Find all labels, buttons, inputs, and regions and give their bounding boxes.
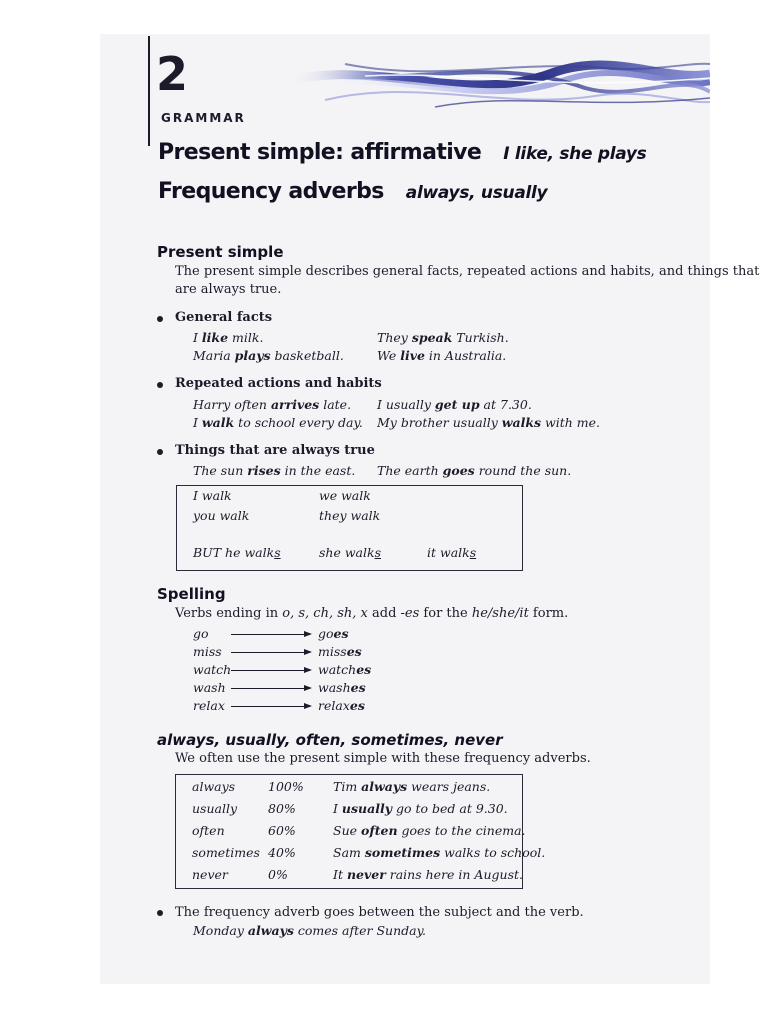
page-title-frequency-adverbs: Frequency adverbs always, usually: [158, 179, 548, 204]
frequency-heading: always, usually, often, sometimes, never: [157, 731, 503, 749]
spelling-heading: Spelling: [157, 585, 226, 603]
arrow-icon: [231, 688, 310, 689]
frequency-example: Sue often goes to the cinema.: [333, 823, 526, 838]
conjugation-he: BUT he walks: [193, 545, 281, 560]
frequency-percent: 80%: [268, 801, 296, 816]
present-simple-heading: Present simple: [157, 243, 284, 261]
spelling-base-verb: watch: [193, 662, 232, 677]
spelling-base-verb: relax: [193, 698, 225, 713]
frequency-percent: 0%: [268, 867, 288, 882]
frequency-example: It never rains here in August.: [333, 867, 523, 882]
example-sentence: The earth goes round the sun.: [377, 463, 572, 478]
spelling-rule: Verbs ending in o, s, ch, sh, x add -es for the he/she/it form.: [175, 606, 569, 621]
spelling-result-verb: relaxes: [318, 698, 365, 713]
conjugation-you: you walk: [193, 508, 250, 523]
unit-number: 2: [156, 47, 189, 101]
example-sentence: We live in Australia.: [377, 348, 507, 363]
frequency-adverb: sometimes: [192, 845, 260, 860]
section-label: GRAMMAR: [161, 111, 246, 125]
arrow-icon: [231, 706, 310, 707]
spelling-base-verb: go: [193, 626, 209, 641]
frequency-percent: 100%: [268, 779, 304, 794]
frequency-adverb: never: [192, 867, 228, 882]
spelling-result-verb: goes: [318, 626, 349, 641]
frequency-adverb: usually: [192, 801, 238, 816]
present-simple-intro-line1: The present simple describes general facts, repeated actions and habits, and things that: [175, 264, 760, 279]
frequency-example: Sam sometimes walks to school.: [333, 845, 546, 860]
frequency-adverb: always: [192, 779, 236, 794]
frequency-example: Tim always wears jeans.: [333, 779, 491, 794]
example-sentence: The sun rises in the east.: [193, 463, 356, 478]
example-sentence: Harry often arrives late.: [193, 397, 352, 412]
example-sentence: My brother usually walks with me.: [377, 415, 601, 430]
conjugation-she: she walks: [319, 545, 381, 560]
arrow-icon: [231, 670, 310, 671]
page-title-present-simple: Present simple: affirmative I like, she plays: [158, 140, 647, 165]
spelling-base-verb: miss: [193, 644, 222, 659]
conjugation-it: it walks: [427, 545, 477, 560]
bullet-icon: [157, 449, 163, 455]
group-label-general-facts: General facts: [175, 310, 273, 325]
unit-divider-line: [148, 36, 150, 146]
conjugation-i: I walk: [193, 488, 232, 503]
example-sentence: I usually get up at 7.30.: [377, 397, 532, 412]
bullet-icon: [157, 382, 163, 388]
example-sentence: Maria plays basketball.: [193, 348, 344, 363]
conjugation-we: we walk: [319, 488, 371, 503]
frequency-intro: We often use the present simple with these frequency adverbs.: [175, 751, 591, 766]
spelling-result-verb: misses: [318, 644, 362, 659]
arrow-icon: [231, 634, 310, 635]
spelling-result-verb: watches: [318, 662, 372, 677]
frequency-example: I usually go to bed at 9.30.: [333, 801, 508, 816]
frequency-note: The frequency adverb goes between the subject and the verb.: [175, 905, 584, 920]
present-simple-intro-line2: are always true.: [175, 282, 282, 297]
bullet-icon: [157, 910, 163, 916]
frequency-note-example: Monday always comes after Sunday.: [193, 923, 426, 938]
example-sentence: I walk to school every day.: [193, 415, 363, 430]
spelling-result-verb: washes: [318, 680, 366, 695]
group-label-repeated-actions: Repeated actions and habits: [175, 376, 382, 391]
frequency-percent: 60%: [268, 823, 296, 838]
example-sentence: They speak Turkish.: [377, 330, 509, 345]
example-sentence: I like milk.: [193, 330, 264, 345]
conjugation-they: they walk: [319, 508, 381, 523]
spelling-base-verb: wash: [193, 680, 226, 695]
frequency-percent: 40%: [268, 845, 296, 860]
group-label-always-true: Things that are always true: [175, 443, 375, 458]
frequency-adverb: often: [192, 823, 225, 838]
decorative-banner-image: [285, 52, 710, 114]
bullet-icon: [157, 316, 163, 322]
arrow-icon: [231, 652, 310, 653]
